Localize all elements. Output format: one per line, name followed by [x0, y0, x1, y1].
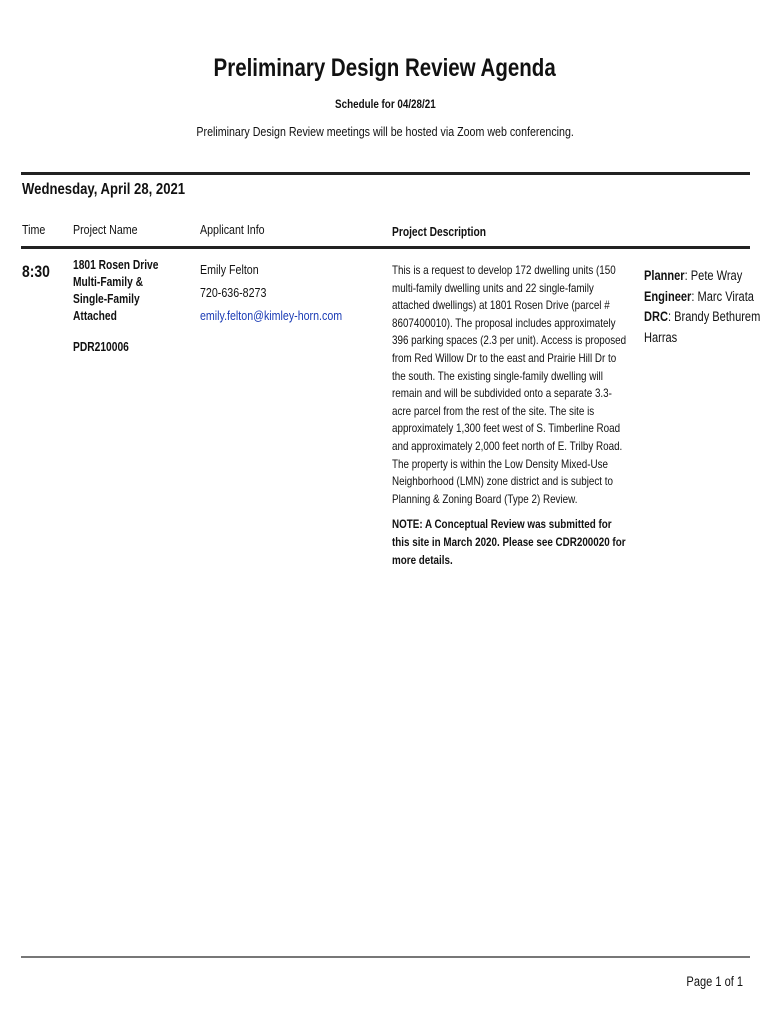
project-name-line: Single-Family [73, 292, 140, 306]
agenda-time: 8:30 [22, 262, 50, 281]
drc-line: DRC: Brandy Bethurem Harras [644, 309, 761, 345]
applicant-phone: 720-636-8273 [200, 285, 267, 300]
top-divider [21, 172, 750, 175]
engineer-name: Marc Virata [697, 288, 754, 304]
staff-assignments [644, 266, 765, 348]
planner-name: Pete Wray [690, 268, 743, 283]
column-header-time: Time [22, 222, 46, 237]
header-divider [21, 246, 750, 249]
planner-line: Planner: Pete Wray [644, 268, 743, 283]
meeting-note: Preliminary Design Review meetings will be hosted via Zoom web conferencing. [196, 124, 574, 139]
project-name [73, 257, 177, 325]
project-name-line: Multi-Family & [73, 275, 144, 289]
engineer-line: Engineer: Marc Virata [644, 288, 754, 304]
column-header-project-name: Project Name [73, 222, 138, 237]
drc-label: DRC [644, 309, 668, 324]
footer-divider [21, 956, 750, 958]
project-description: This is a request to develop 172 dwelling units (150 multi-family dwelling units and 22 single-family attached dwellings) at 1801 Rosen Drive (parcel # 8607400010). The proposal includes approximately 396 parking spaces (2.3 per unit). Access is proposed from Red Willow Dr to the east and Prairie Hill Dr to the south. The existing single-family dwelling will remain and will be subdivided onto a separate 3.3-acre parcel from the rest of the site. The site is approximately 1,300 feet west of S. Timberline Road and approximately 2,000 feet north of E. Trilby Road. The property is within the Low Density Mixed-Use Neighborhood (LMN) zone district and is subject to Planning & Zoning Board (Type 2) Review. [392, 263, 627, 506]
schedule-date: Schedule for 04/28/21 [334, 97, 436, 111]
column-header-project-description: Project Description [392, 225, 486, 239]
project-id: PDR210006 [73, 340, 129, 354]
project-name-line: Attached [73, 309, 117, 323]
drc-name: Brandy Bethurem Harras [644, 309, 761, 345]
planner-label: Planner [644, 268, 685, 283]
page-title: Preliminary Design Review Agenda [213, 54, 557, 82]
project-name-line: 1801 Rosen Drive [73, 258, 159, 272]
applicant-email-link[interactable]: emily.felton@kimley-horn.com [200, 308, 343, 323]
applicant-name: Emily Felton [200, 262, 259, 277]
project-note: NOTE: A Conceptual Review was submitted for this site in March 2020. Please see CDR200020 for more details. [392, 517, 626, 567]
page-number: Page 1 of 1 [686, 974, 743, 989]
engineer-label: Engineer [644, 288, 692, 304]
day-heading: Wednesday, April 28, 2021 [22, 181, 186, 198]
column-header-applicant-info: Applicant Info [200, 222, 265, 237]
